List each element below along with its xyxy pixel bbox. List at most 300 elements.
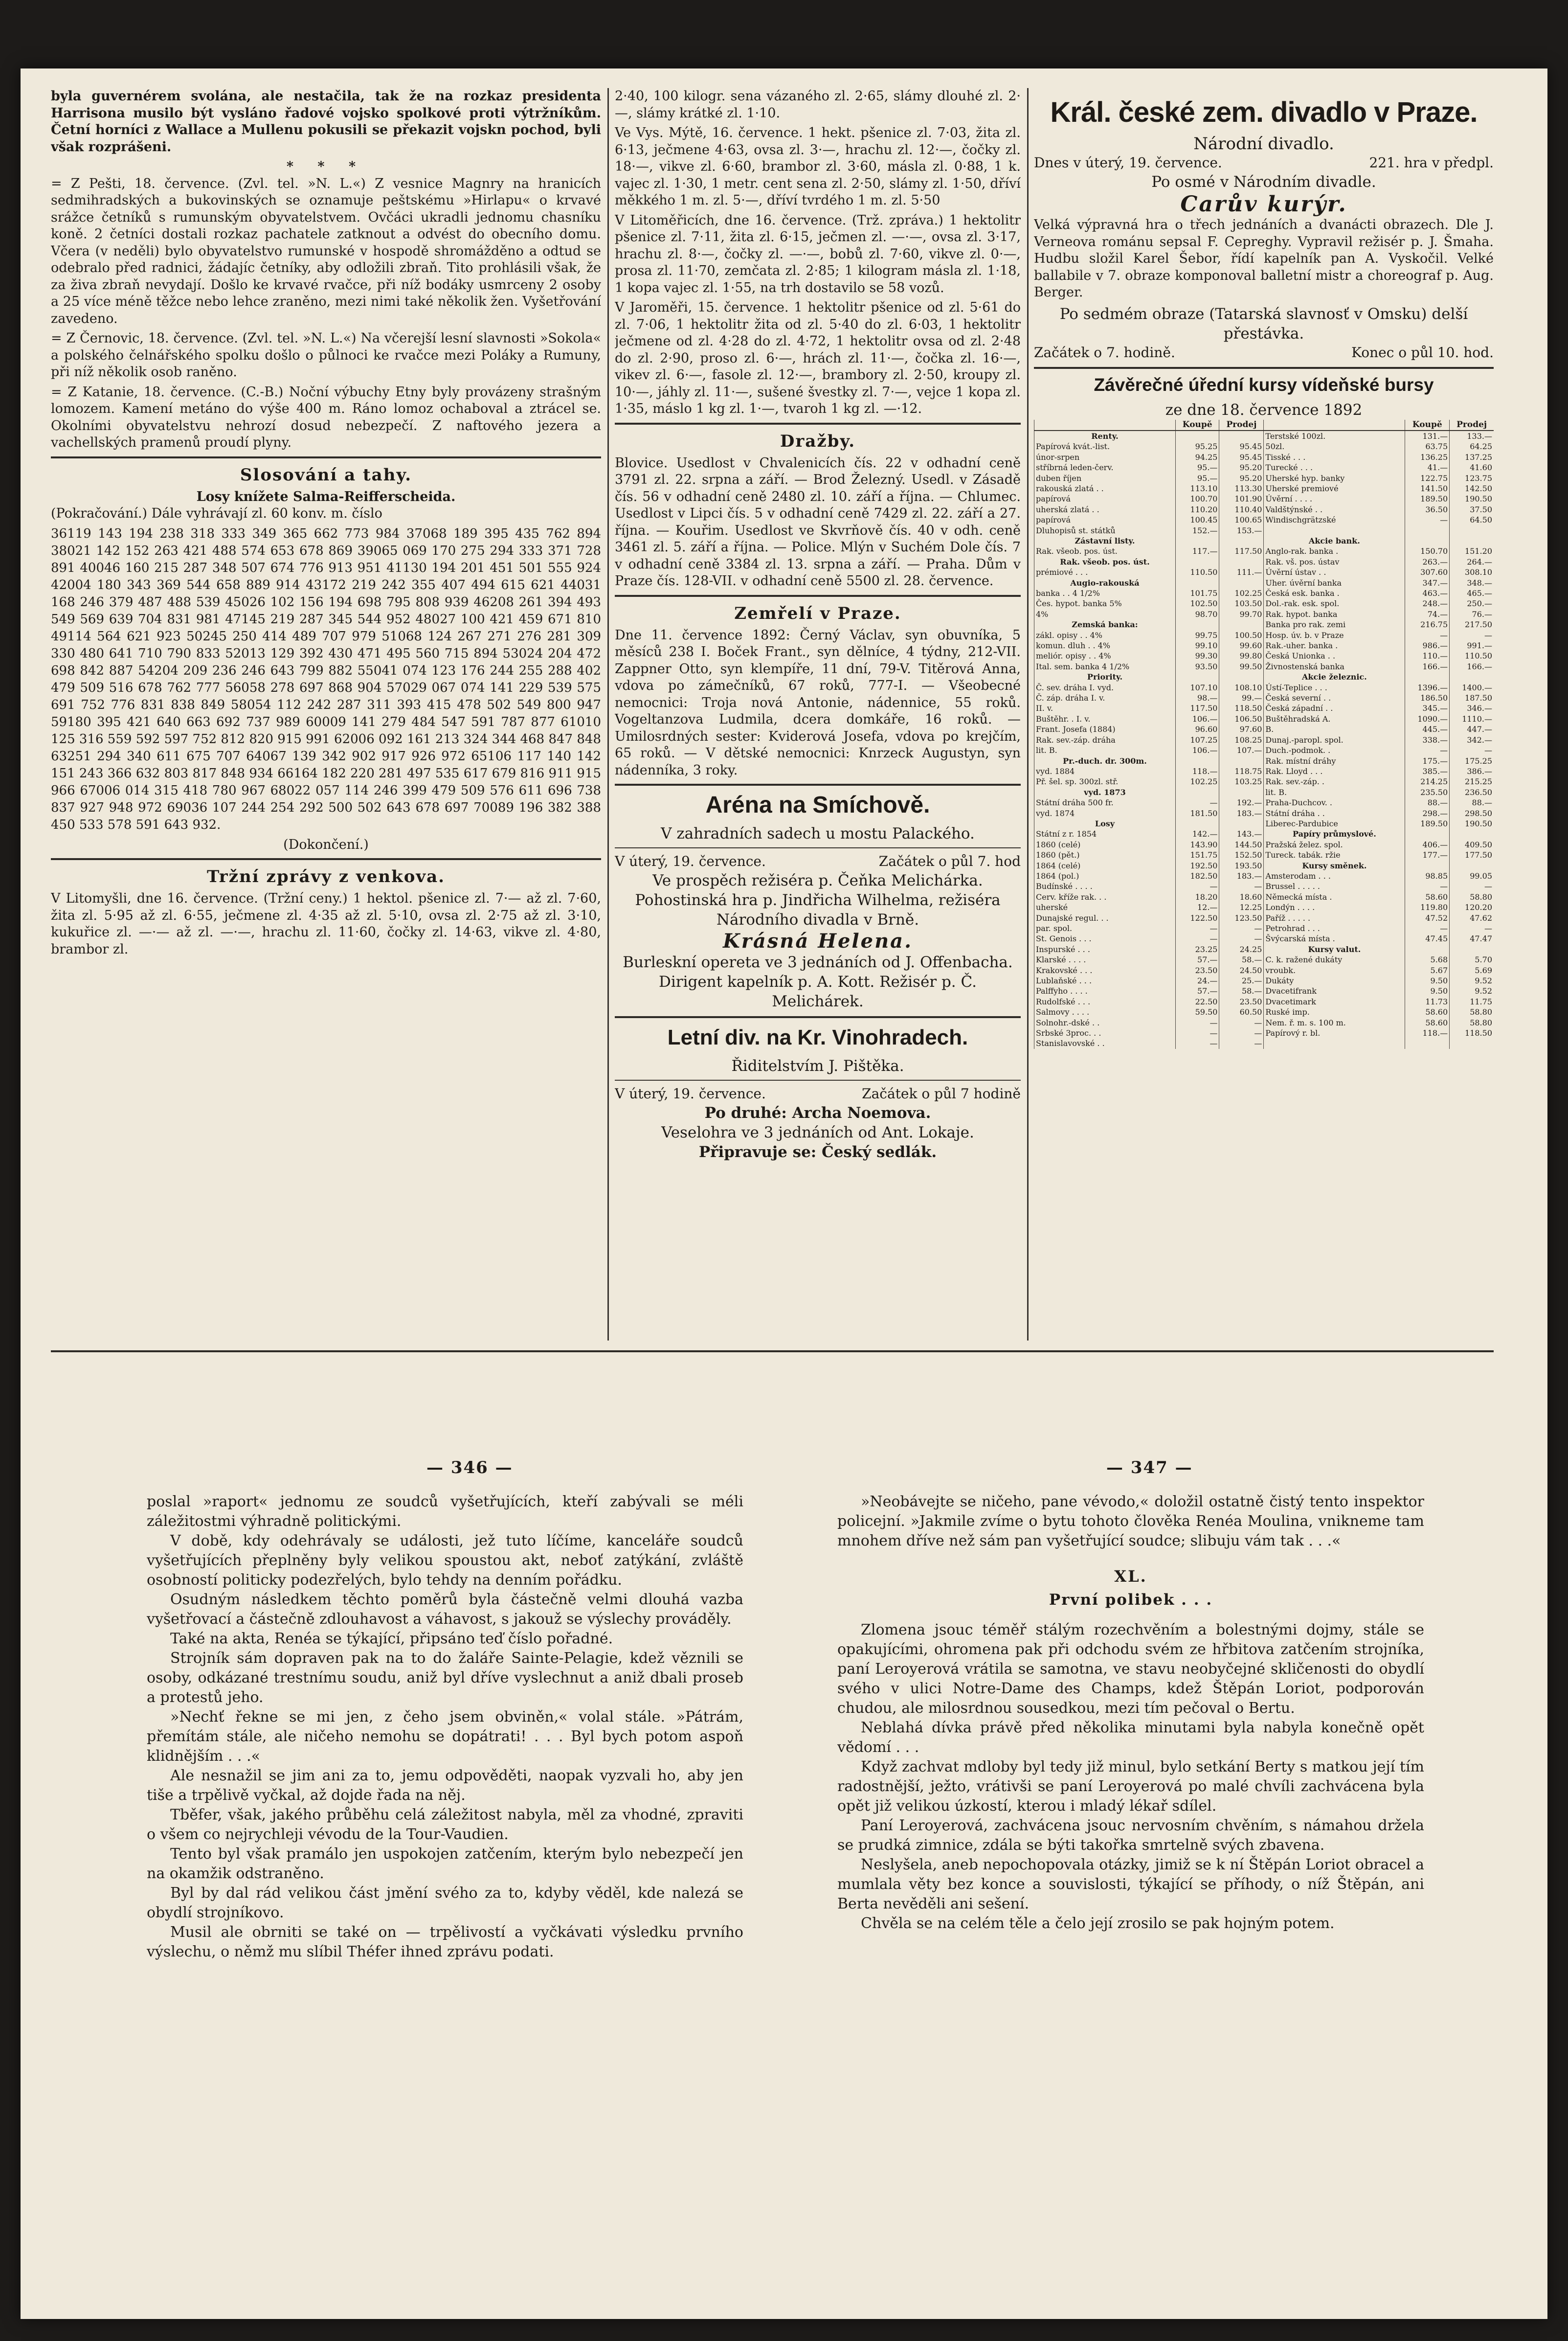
bourse-cell: 236.50 [1450, 787, 1494, 797]
bourse-cell: 113.30 [1219, 483, 1264, 494]
bourse-cell: 110.— [1405, 651, 1450, 661]
page-fold-rule [51, 1350, 1494, 1352]
bourse-cell: 175.25 [1450, 756, 1494, 766]
bourse-cell: 1860 (celé) [1034, 840, 1176, 850]
chapter-title: První polibek . . . [1049, 1591, 1213, 1609]
left-page-paragraph: Tento byl však pramálo jen uspokojen zatčením, kterým bylo nebezpečí jen na okamžik odstraněno. [147, 1845, 743, 1882]
lottery-numbers: 36119 143 194 238 318 333 349 365 662 773 984 37068 189 395 435 762 894 38021 142 152 263 421 488 574 653 678 869 39065 069 170 275 294 333 371 728 891 40046 160 215 287 348 507 674 776 913 951 41130 194 201 451 501 555 924 42004 180 343 369 544 658 889 914 43172 219 242 355 407 494 615 621 44031 168 246 379 487 488 539 45026 102 156 194 698 795 808 939 46208 261 394 493 549 569 639 704 831 981 47145 219 287 345 544 952 48027 100 421 459 671 810 49114 564 621 923 50245 250 414 489 707 979 51068 124 267 271 276 281 309 330 480 641 710 790 833 52013 129 392 430 471 495 560 715 894 53024 204 472 698 842 887 54204 209 236 246 643 799 882 55041 074 123 176 244 255 288 402 479 509 516 678 762 777 56058 278 697 868 904 57029 067 074 141 229 539 575 691 752 776 831 838 849 58054 112 242 287 311 393 415 478 502 549 800 947 59180 395 421 640 663 692 737 989 60009 141 279 484 547 591 787 877 61010 125 316 559 592 597 752 812 820 915 991 62006 092 161 213 324 344 468 847 848 63251 294 340 611 675 707 64067 139 342 902 917 926 972 65106 117 140 142 151 243 366 632 803 817 848 934 66164 182 220 281 497 535 617 679 816 911 915 966 67006 014 315 418 780 967 68022 057 114 246 399 479 509 576 611 696 738 837 927 948 972 69036 107 244 254 292 500 502 643 678 697 70089 196 382 388 450 533 578 591 643 932. [51, 526, 601, 832]
bourse-cell: Rak. místní dráhy [1264, 756, 1405, 766]
bourse-row [1034, 881, 1494, 891]
bourse-cell: 95.20 [1219, 473, 1264, 483]
bourse-cell: duben říjen [1034, 473, 1176, 483]
bourse-cell: 99.05 [1450, 871, 1494, 881]
bourse-cell: Krakovské . . . [1034, 965, 1176, 976]
bourse-row [1034, 1028, 1494, 1038]
bourse-row [1034, 578, 1494, 588]
bourse-row [1034, 640, 1494, 651]
bourse-cell: 110.20 [1175, 504, 1219, 515]
bourse-cell [1450, 672, 1494, 682]
bourse-cell: lit. B. [1264, 787, 1405, 797]
bourse-cell: 122.50 [1175, 913, 1219, 923]
right-page-paragraph: Paní Leroyerová, zachvácena jsouc nervosním chvěním, s námahou držela se prudká zimnice, zdála se býti takořka smrtelně svých zbavena. [837, 1817, 1424, 1854]
bourse-cell: 103.25 [1219, 776, 1264, 787]
bourse-cell: Dukáty [1264, 976, 1405, 986]
bourse-cell: rakouská zlatá . . [1034, 483, 1176, 494]
bourse-cell: 1110.— [1450, 714, 1494, 724]
bourse-cell: 101.90 [1219, 494, 1264, 504]
bourse-cell: 47.62 [1450, 913, 1494, 923]
bourse-row [1034, 965, 1494, 976]
bourse-cell: — [1175, 1038, 1219, 1048]
separator-stars: * * * [286, 159, 366, 174]
bourse-cell: 1864 (pol.) [1034, 871, 1176, 881]
bourse-cell: 150.70 [1405, 546, 1450, 556]
bourse-cell: B. [1264, 724, 1405, 734]
theatre-time-row [1034, 343, 1494, 362]
bourse-cell: zákl. opisy . . 4% [1034, 630, 1176, 640]
bourse-cell: Hosp. úv. b. v Praze [1264, 630, 1405, 640]
bourse-cell: Dol.-rak. esk. spol. [1264, 598, 1405, 609]
right-page-intro: »Neobávejte se ničeho, pane vévodo,« doložil ostatně čistý tento inspektor policejní. »Jakmile zvíme o bytu tohoto člověka Renéa Moulina, vnikneme tam mnohem dříve než sám pan vyšetřující soudce; slibuju vám tak . . .« [837, 1493, 1424, 1549]
bourse-cell: Stanislavovské . . [1034, 1038, 1176, 1048]
bourse-cell: 143.— [1219, 829, 1264, 839]
bourse-cell: 97.60 [1219, 724, 1264, 734]
bourse-cell: 187.50 [1450, 693, 1494, 703]
bourse-cell: Salmovy . . . . [1034, 1007, 1176, 1017]
bourse-cell: 152.50 [1219, 850, 1264, 860]
bourse-cell: Česká Unionka . . [1264, 651, 1405, 661]
bourse-cell [1450, 525, 1494, 536]
bourse-cell [1450, 536, 1494, 546]
bourse-cell: Tureck. tabák. ržie [1264, 850, 1405, 860]
bourse-cell: 133.— [1450, 431, 1494, 441]
bourse-row [1034, 609, 1494, 619]
right-page-paragraph: Chvěla se na celém těle a čelo její zrosilo se pak hojným potem. [861, 1915, 1335, 1932]
bourse-cell: 406.— [1405, 840, 1450, 850]
lottery-end: (Dokončení.) [283, 837, 369, 852]
theatre-day-row [1034, 154, 1494, 172]
bourse-cell: Rak.-uher. banka . [1264, 640, 1405, 651]
bourse-cell: — [1175, 797, 1219, 808]
section-rule [1034, 367, 1494, 369]
bourse-cell: 95.25 [1175, 441, 1219, 452]
bourse-cell: Praha-Duchcov. . [1264, 797, 1405, 808]
bourse-row [1034, 714, 1494, 724]
bourse-cell: Brussel . . . . . [1264, 881, 1405, 891]
bourse-cell: 99.60 [1219, 640, 1264, 651]
bourse-cell: 118.75 [1219, 766, 1264, 776]
bourse-cell: 445.— [1405, 724, 1450, 734]
bourse-row [1034, 861, 1494, 871]
bourse-cell: Papírová kvát.-list. [1034, 441, 1176, 452]
bourse-cell: Dunajské regul. . . [1034, 913, 1176, 923]
bourse-cell: — [1405, 515, 1450, 525]
letni-line-3: Připravuje se: Český sedlák. [698, 1143, 937, 1161]
bourse-row [1034, 997, 1494, 1007]
bourse-cell: 106.50 [1219, 714, 1264, 724]
bourse-cell: 98.85 [1405, 871, 1450, 881]
bourse-cell: Rak. hypot. banka [1264, 609, 1405, 619]
bourse-row [1034, 682, 1494, 693]
bourse-cell: 152.— [1175, 525, 1219, 536]
column-rule [607, 88, 609, 1341]
bourse-cell: 99.10 [1175, 640, 1219, 651]
bourse-cell: 186.50 [1405, 693, 1450, 703]
bourse-cell [1219, 557, 1264, 567]
bourse-cell: 117.— [1175, 546, 1219, 556]
bourse-cell: — [1219, 1018, 1264, 1028]
bourse-cell: 108.10 [1219, 682, 1264, 693]
bourse-cell: vyd. 1873 [1034, 787, 1176, 797]
bourse-cell: 4% [1034, 609, 1176, 619]
bourse-cell: 183.— [1219, 808, 1264, 818]
bourse-cell: 23.50 [1219, 997, 1264, 1007]
bourse-row [1034, 766, 1494, 776]
bourse-row [1034, 797, 1494, 808]
bourse-cell: — [1405, 881, 1450, 891]
bourse-cell: 193.50 [1219, 861, 1264, 871]
page-number-left: — 346 — [426, 1458, 513, 1477]
bourse-row [1034, 494, 1494, 504]
bourse-cell: Pr.-duch. dr. 300m. [1034, 756, 1176, 766]
arena-benefit: Ve prospěch režiséra p. Čeňka Melichárka. [652, 872, 983, 889]
bourse-cell: 248.— [1405, 598, 1450, 609]
bourse-cell: Pražská želez. spol. [1264, 840, 1405, 850]
bourse-cell: 101.75 [1175, 588, 1219, 598]
bourse-cell: Losy [1034, 818, 1176, 829]
bourse-cell: 102.25 [1219, 588, 1264, 598]
bourse-cell: 25.— [1219, 976, 1264, 986]
bourse-cell: Rak. všeob. pos. úst. [1034, 557, 1176, 567]
bourse-cell: — [1175, 923, 1219, 933]
bourse-row [1034, 693, 1494, 703]
bourse-cell: 119.80 [1405, 902, 1450, 912]
bourse-cell: 986.— [1405, 640, 1450, 651]
bourse-cell: Turecké . . . [1264, 462, 1405, 473]
bourse-cell: 189.50 [1405, 494, 1450, 504]
bourse-cell: Ruské imp. [1264, 1007, 1405, 1017]
column-rule [1027, 88, 1029, 1341]
bourse-header-cell: Prodej [1450, 420, 1494, 431]
bourse-table [1034, 420, 1494, 1049]
arena-play: Krásná Helena. [722, 930, 913, 953]
bourse-cell: 122.75 [1405, 473, 1450, 483]
bourse-cell: Akcie bank. [1264, 536, 1405, 546]
bourse-row [1034, 724, 1494, 734]
bourse-cell: 447.— [1450, 724, 1494, 734]
bourse-cell: 99.30 [1175, 651, 1219, 661]
bourse-cell: 151.20 [1450, 546, 1494, 556]
bourse-cell [1219, 672, 1264, 682]
bourse-cell: 58.60 [1405, 1018, 1450, 1028]
bourse-cell: 41.— [1405, 462, 1450, 473]
bourse-cell: 192.— [1219, 797, 1264, 808]
left-page-paragraph: V době, kdy odehrávaly se události, jež tuto líčíme, kanceláře soudců vyšetřujících přeplněny byly velikou spoustou akt, neboť zatýkání, zvláště osobností politicky podezřelých, bylo tehdy na denním pořádku. [147, 1532, 743, 1589]
right-page-text [837, 1492, 1424, 2299]
bourse-cell: Uherské hyp. banky [1264, 473, 1405, 483]
bourse-cell [1219, 818, 1264, 829]
bourse-cell: 120.20 [1450, 902, 1494, 912]
bourse-cell: Dvacetifrank [1264, 986, 1405, 996]
bourse-cell: 64.50 [1450, 515, 1494, 525]
letni-start: Začátek o půl 7 hodině [862, 1086, 1021, 1102]
bourse-cell: 9.50 [1405, 986, 1450, 996]
bourse-cell: 63.75 [1405, 441, 1450, 452]
bourse-cell: 5.70 [1450, 955, 1494, 965]
section-rule [615, 595, 1021, 597]
bourse-cell: Švýcarská místa . [1264, 933, 1405, 944]
bourse-cell: 110.50 [1175, 567, 1219, 577]
market-continued: 2·40, 100 kilogr. sena vázaného zl. 2·65, slámy dlouhé zl. 2·—, slámy krátké zl. 1·10. [615, 89, 1021, 121]
bourse-cell: 346.— [1450, 703, 1494, 713]
arena-title: Aréna na Smíchově. [705, 792, 930, 818]
bourse-cell: banka . . 4 1/2% [1034, 588, 1176, 598]
bourse-cell: 183.— [1219, 871, 1264, 881]
bourse-row [1034, 892, 1494, 902]
left-page-paragraph: Strojník sám dopraven pak na to do žaláře Sainte-Pelagie, kdež věznili se osoby, odkázané trestnímu soudu, aniž byl dříve vyslechnut a aniž dbali proseb a protestů jeho. [147, 1650, 743, 1706]
bourse-cell: 24.— [1175, 976, 1219, 986]
bourse-cell: 107.— [1219, 745, 1264, 755]
bourse-cell: 189.50 [1405, 818, 1450, 829]
bourse-cell: 131.— [1405, 431, 1450, 441]
bourse-cell [1450, 861, 1494, 871]
bourse-cell: Akcie železnic. [1264, 672, 1405, 682]
bourse-cell: 106.— [1175, 745, 1219, 755]
bourse-cell: 182.50 [1175, 871, 1219, 881]
bourse-header-cell: Koupě [1405, 420, 1450, 431]
bourse-cell: Uher. úvěrní banka [1264, 578, 1405, 588]
bourse-cell [1450, 829, 1494, 839]
bourse-cell: Kursy valut. [1264, 944, 1405, 955]
bourse-cell: 93.50 [1175, 661, 1219, 672]
column-2 [615, 88, 1021, 1341]
bourse-cell: — [1219, 1028, 1264, 1038]
bourse-cell: 298.50 [1450, 808, 1494, 818]
chapter-number: XL. [1114, 1567, 1147, 1586]
bourse-cell: Buštěhradská A. [1264, 714, 1405, 724]
bourse-row [1034, 441, 1494, 452]
letni-line-1: Po druhé: Archa Noemova. [704, 1104, 931, 1122]
bourse-cell: 64.25 [1450, 441, 1494, 452]
section-rule [51, 858, 601, 860]
bourse-cell: 235.50 [1405, 787, 1450, 797]
bourse-cell: 118.50 [1450, 1028, 1494, 1038]
bourse-cell: 142.50 [1450, 483, 1494, 494]
bourse-cell [1175, 578, 1219, 588]
bourse-row [1034, 431, 1494, 441]
bourse-cell: — [1450, 881, 1494, 891]
deaths-text: Dne 11. července 1892: Černý Václav, syn obuvníka, 5 měsíců 238 I. Boček Frant., syn dělníce, 4 týdny, 212-VII. Zappner Otto, syn klempíře, 11 dní, 79-V. Titěrová Anna, vdova po zámečníků, 67 roků, 777-I. — Všeobecné nemocnici: Troja nová Antonie, nádennice, 55 roků. Vogeltanzova Ludmila, dcera domkáře, 16 roků. — Umilosrdných sester: Kviderová Josefa, vdova po krejčím, 65 roků. — V dětské nemocnici: Knrzeck Augustyn, syn nádenníka, 3 roky. [615, 627, 1021, 778]
bourse-cell [1405, 525, 1450, 536]
bourse-cell: 463.— [1405, 588, 1450, 598]
bourse-cell: 18.20 [1175, 892, 1219, 902]
left-page-paragraph: Byl by dal rád velikou část jmění svého za to, kdyby věděl, kde nalezá se obydlí strojníkovo. [147, 1885, 743, 1921]
bourse-cell: 9.52 [1450, 976, 1494, 986]
bourse-row [1034, 567, 1494, 577]
bourse-cell [1405, 1038, 1450, 1048]
bourse-cell: 98.— [1175, 693, 1219, 703]
bourse-cell [1264, 1038, 1405, 1048]
bourse-cell [1405, 861, 1450, 871]
bourse-cell: 47.45 [1405, 933, 1450, 944]
bourse-cell: 409.50 [1450, 840, 1494, 850]
bourse-cell: Dluhopisů st. státků [1034, 525, 1176, 536]
rule [615, 847, 1021, 848]
bourse-cell: 190.50 [1450, 494, 1494, 504]
bourse-cell: 106.— [1175, 714, 1219, 724]
bourse-cell: 59.50 [1175, 1007, 1219, 1017]
left-page-text [147, 1492, 743, 2299]
bourse-cell: 100.65 [1219, 515, 1264, 525]
bourse-cell: 100.45 [1175, 515, 1219, 525]
bourse-cell: Rudolfské . . . [1034, 997, 1176, 1007]
rule [615, 1080, 1021, 1081]
bourse-cell: — [1450, 923, 1494, 933]
bourse-cell: 102.25 [1175, 776, 1219, 787]
bourse-row [1034, 735, 1494, 745]
bourse-cell: Státní z r. 1854 [1034, 829, 1176, 839]
bourse-row [1034, 462, 1494, 473]
bourse-cell: 217.50 [1450, 619, 1494, 630]
bourse-row [1034, 546, 1494, 556]
bourse-cell: 36.50 [1405, 504, 1450, 515]
bourse-cell: — [1405, 630, 1450, 640]
bourse-cell: 95.20 [1219, 462, 1264, 473]
bourse-row [1034, 598, 1494, 609]
bourse-cell: 100.50 [1219, 630, 1264, 640]
bourse-cell [1405, 829, 1450, 839]
bourse-cell: 9.50 [1405, 976, 1450, 986]
bourse-cell: 298.— [1405, 808, 1450, 818]
bourse-cell [1450, 1038, 1494, 1048]
bourse-cell: 22.50 [1175, 997, 1219, 1007]
bourse-cell: 143.90 [1175, 840, 1219, 850]
bourse-row [1034, 902, 1494, 912]
bourse-cell: 136.25 [1405, 452, 1450, 462]
bourse-header-row [1034, 420, 1494, 431]
bourse-cell: 144.50 [1219, 840, 1264, 850]
market-litomysl: V Litomyšli, dne 16. července. (Tržní ceny.) 1 hektol. pšenice zl. 7·— až zl. 7·60, žita zl. 5·95 až zl. 6·55, ječmene zl. 4·35 až zl. 5·10, ovsa zl. 2·75 až zl. 3·10, kukuřice zl. —·— až zl. —·—, hrachu zl. 11·60, čočky zl. 14·63, vikve zl. 4·80, brambor zl. [51, 891, 601, 957]
bourse-cell: — [1405, 923, 1450, 933]
bourse-cell: 24.50 [1219, 965, 1264, 976]
bourse-cell: 95.45 [1219, 452, 1264, 462]
bourse-cell: Lublaňské . . . [1034, 976, 1176, 986]
bourse-cell: 107.10 [1175, 682, 1219, 693]
bourse-cell: Zástavní listy. [1034, 536, 1176, 546]
arena-day-row [615, 852, 1021, 871]
bourse-cell: komun. dluh . . 4% [1034, 640, 1176, 651]
bourse-header-cell: Prodej [1219, 420, 1264, 431]
theatre-desc: Velká výpravná hra o třech jednáních a dvanácti obrazech. Dle J. Verneova románu sepsal F. Cepreghy. Vypravil režisér p. J. Šmaha. Hudbu složil Karel Šebor, řídí kapelník pan A. Vyskočil. Velké ballabile v 7. obraze komponoval balletní mistr a choreograf p. Aug. Berger. [1034, 217, 1494, 300]
bourse-cell: 74.— [1405, 609, 1450, 619]
market-jaromer: V Jaroměři, 15. července. 1 hektolitr pšenice od zl. 5·61 do zl. 7·06, 1 hektolitr žita od zl. 5·40 do zl. 6·03, 1 hektolitr ječmene od zl. 4·28 do zl. 4·72, 1 hektolitr ovsa od zl. 2·48 do zl. 2·90, proso zl. 6·—, hrách zl. 11·—, čočka zl. 16·—, vikev zl. 6·—, fasole zl. 12·—, brambory zl. 2·50, kroupy zl. 10·—, jáhly zl. 11·—, sušené švestky zl. 7·—, vejce 1 kopa zl. 1·35, máslo 1 kg zl. 1·—, tvaroh 1 kg zl. —·12. [615, 300, 1021, 416]
theatre-line-2: Po sedmém obraze (Tatarská slavnosť v Omsku) delší přestávka. [1059, 305, 1468, 342]
bourse-cell: 166.— [1405, 661, 1450, 672]
bourse-cell: Německá místa . [1264, 892, 1405, 902]
bourse-cell: 41.60 [1450, 462, 1494, 473]
market-litomerice: V Litoměřicích, dne 16. července. (Trž. zpráva.) 1 hektolitr pšenice zl. 7·11, žita zl. 6·15, ječmen zl. —·—, ovsa zl. 3·17, hrachu zl. 8·—, čočky zl. —·—, bobů zl. 7·60, vikve zl. 0·—, prosa zl. 11·70, zemčata zl. 2·85; 1 kilogram másla zl. 1·18, 1 kopa vajec zl. 1·55, na trh dostavilo se 58 vozů. [615, 212, 1021, 295]
bourse-cell: Frant. Josefa (1884) [1034, 724, 1176, 734]
bourse-cell: Budínské . . . . [1034, 881, 1176, 891]
bourse-cell: 23.25 [1175, 944, 1219, 955]
bourse-cell [1219, 536, 1264, 546]
bourse-cell: 991.— [1450, 640, 1494, 651]
news-cernovice: = Z Černovic, 18. července. (Zvl. tel. »N. L.«) Na včerejší lesní slavnosti »Sokola« a polského čelnářského spolku došlo o půlnoci ke rvačce mezi Poláky a Rumuny, při níž několik osob raněno. [51, 331, 601, 380]
bourse-cell: — [1219, 933, 1264, 944]
bourse-cell: Rak. vš. pos. ústav [1264, 557, 1405, 567]
bourse-cell: Londýn . . . . [1264, 902, 1405, 912]
bourse-cell: Zemská banka: [1034, 619, 1176, 630]
right-page-paragraph: Neblahá dívka právě před několika minutami byla nabyla konečně opět vědomí . . . [837, 1719, 1424, 1756]
bourse-cell: Petrohrad . . . [1264, 923, 1405, 933]
bourse-row [1034, 661, 1494, 672]
bourse-cell: C. k. ražené dukáty [1264, 955, 1405, 965]
bourse-row [1034, 944, 1494, 955]
letni-title: Letní div. na Kr. Vinohradech. [667, 1025, 968, 1049]
bourse-cell: 5.69 [1450, 965, 1494, 976]
bourse-cell: 58.— [1219, 955, 1264, 965]
bourse-cell: Ústí-Teplice . . . [1264, 682, 1405, 693]
section-rule [51, 456, 601, 458]
bourse-cell: 37.50 [1450, 504, 1494, 515]
bourse-cell: — [1219, 923, 1264, 933]
bourse-cell: 214.25 [1405, 776, 1450, 787]
bourse-cell: 110.50 [1450, 651, 1494, 661]
news-pest: = Z Pešti, 18. července. (Zvl. tel. »N. L.«) Z vesnice Magnry na hranicích sedmihradských a bukovinských se oznamuje peštskému »Hirlapu« o krvavé srážce četníků s rumunským obyvatelstvem. Ovčáci ukradli jednomu chasníku koně. 2 četníci dostali rozkaz pachatele zatknout a odvést do obecního domu. Včera (v neděli) bylo obyvatelstvo rumunské v hospodě shromážděno a odtud se odebralo před radnici, žádajíc četníky, aby odložili zbraň. Tito prohlásili však, že za živa zbraň nevydají. Došlo ke krvavé rvačce, při níž bodáky usmrceny 2 osoby a 25 více méně těžce nebo lehce zraněno, mezi nimi také několik žen. Vyšetřování zavedeno. [51, 176, 601, 326]
bourse-cell: 1860 (pět.) [1034, 850, 1176, 860]
bourse-cell: 177.— [1405, 850, 1450, 860]
bourse-cell: 5.68 [1405, 955, 1450, 965]
bourse-cell: 123.75 [1450, 473, 1494, 483]
bourse-cell: 385.— [1405, 766, 1450, 776]
bourse-cell: 107.25 [1175, 735, 1219, 745]
bourse-cell: 307.60 [1405, 567, 1450, 577]
right-page-paragraph: Zlomena jsouc téměř stálým rozechvěním a bolestnými dojmy, stále se opakujícími, ohromena pak při odchodu svém ze hřbitova zatčením strojníka, paní Leroyerová vrátila se samotna, ve stavu neobyčejné skličenosti do obydlí svého v ulici Notre-Dame des Champs, kdež Štěpán Loriot, podporován chudou, ale milosrdnou sousedkou, mezi tím pečoval o Bertu. [837, 1621, 1424, 1717]
bourse-row [1034, 923, 1494, 933]
bourse-cell: Buštěhr. . I. v. [1034, 714, 1176, 724]
page-number-right: — 347 — [1106, 1458, 1193, 1477]
bourse-title: Závěrečné úřední kursy vídeňské bursy [1094, 374, 1434, 395]
bourse-cell: 99.50 [1219, 661, 1264, 672]
bourse-row [1034, 913, 1494, 923]
auctions-heading: Dražby. [780, 431, 856, 451]
letni-subtitle: Řiditelstvím J. Pištěka. [731, 1057, 904, 1075]
bourse-cell: vyd. 1884 [1034, 766, 1176, 776]
theatre-begin: Začátek o 7. hodině. [1034, 344, 1175, 361]
bourse-cell: 264.— [1450, 557, 1494, 567]
bourse-cell: 58.60 [1405, 892, 1450, 902]
arena-subtitle: V zahradních sadech u mostu Palackého. [661, 825, 975, 842]
bourse-cell: Úvěrní . . . . [1264, 494, 1405, 504]
bourse-cell: 123.50 [1219, 913, 1264, 923]
section-rule [615, 784, 1021, 786]
bourse-cell: 338.— [1405, 735, 1450, 745]
bourse-cell: Duch.-podmok. . [1264, 745, 1405, 755]
bourse-cell: 216.75 [1405, 619, 1450, 630]
bourse-cell: Solnohr.-dské . . [1034, 1018, 1176, 1028]
theatre-perf: 221. hra v předpl. [1369, 155, 1494, 171]
bourse-cell: papírová [1034, 515, 1176, 525]
bourse-cell: Česká západní . . [1264, 703, 1405, 713]
bourse-cell: 99.75 [1175, 630, 1219, 640]
bourse-cell: 5.67 [1405, 965, 1450, 976]
bourse-cell: 181.50 [1175, 808, 1219, 818]
arena-desc: Burleskní opereta ve 3 jednáních od J. Offenbacha. [623, 954, 1013, 971]
bourse-cell: 50zl. [1264, 441, 1405, 452]
bourse-row [1034, 850, 1494, 860]
bourse-row [1034, 756, 1494, 766]
bourse-cell: 95.— [1175, 462, 1219, 473]
